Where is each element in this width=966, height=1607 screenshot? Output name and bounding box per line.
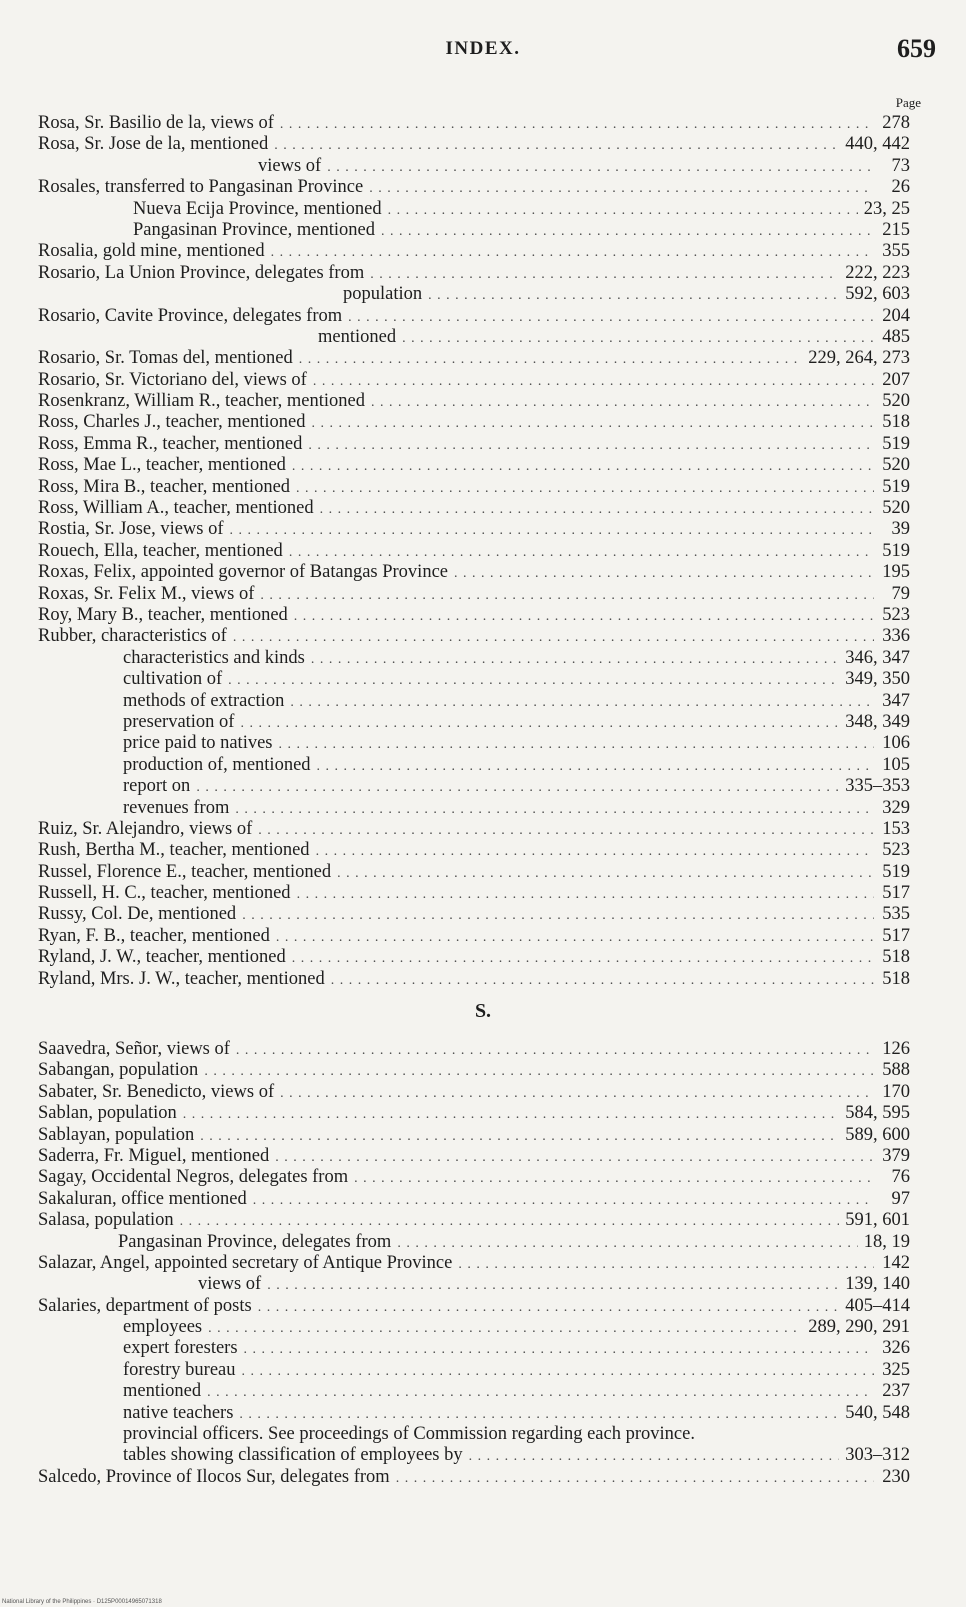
dot-leader [299,349,802,370]
index-entry [38,391,928,412]
entry-pages: 105 [882,754,910,775]
index-entry [38,1317,928,1338]
entry-pages: 523 [882,840,910,861]
entry-pages: 518 [882,968,910,989]
entry-text: Rush, Bertha M., teacher, mentioned [38,840,310,861]
page-column-label: Page [895,95,921,110]
dot-leader [292,948,874,969]
entry-pages: 195 [882,562,910,583]
dot-leader [242,1361,875,1382]
dot-leader [469,1446,840,1467]
entry-text: preservation of [123,711,235,732]
entry-pages: 207 [882,369,910,390]
dot-leader [242,905,874,926]
entry-pages: 520 [882,455,910,476]
entry-pages: 349, 350 [845,669,910,690]
index-entry [38,177,928,198]
dot-leader [208,1318,802,1339]
entry-text: Sablan, population [38,1103,177,1124]
index-entry [38,904,928,925]
entry-pages: 215 [882,219,910,240]
entry-pages: 440, 442 [845,134,910,155]
entry-text: Sabangan, population [38,1060,199,1081]
entry-text: Ryan, F. B., teacher, mentioned [38,925,270,946]
dot-leader [279,734,875,755]
entry-text: tables showing classification of employees by [123,1445,463,1466]
dot-leader [337,863,874,884]
dot-leader [260,585,874,606]
entry-pages: 347 [882,690,910,711]
entry-text: Russell, H. C., teacher, mentioned [38,883,291,904]
entry-text: Rosa, Sr. Jose de la, mentioned [38,134,269,155]
index-entry [38,1403,928,1424]
index-entry [38,862,928,883]
dot-leader [289,542,874,563]
dot-leader [207,1382,874,1403]
entry-pages: 535 [882,904,910,925]
entry-pages: 518 [882,412,910,433]
dot-leader [196,777,839,798]
index-entry [38,241,928,262]
index-entry [38,498,928,519]
header-page-number: 659 [897,34,936,63]
entry-text: Saderra, Fr. Miguel, mentioned [38,1145,270,1166]
entry-pages: 170 [882,1081,910,1102]
entry-text: revenues from [123,797,230,818]
entry-pages: 237 [882,1381,910,1402]
index-entry [38,776,928,797]
entry-text: Sakaluran, office mentioned [38,1188,247,1209]
dot-leader [369,178,874,199]
index-entry [38,434,928,455]
entry-pages: 106 [882,733,910,754]
index-entry [38,1167,928,1188]
entry-pages: 79 [891,583,910,604]
dot-leader [316,841,874,862]
entry-text: Rosales, transferred to Pangasinan Province [38,177,364,198]
entry-text: Nueva Ecija Province, mentioned [133,198,382,219]
entry-pages: 336 [882,626,910,647]
entry-pages: 23, 25 [863,198,910,219]
dot-leader [402,328,874,349]
entry-pages: 519 [882,861,910,882]
index-entry [38,455,928,476]
dot-leader [354,1168,874,1189]
entry-pages: 591, 601 [845,1210,910,1231]
entry-text: Ryland, J. W., teacher, mentioned [38,947,286,968]
entry-text: Russel, Florence E., teacher, mentioned [38,861,332,882]
entry-pages: 405–414 [845,1295,910,1316]
entry-pages: 379 [882,1145,910,1166]
index-entry [38,798,928,819]
entry-text: Rosario, Cavite Province, delegates from [38,305,343,326]
entry-text: forestry bureau [123,1359,236,1380]
entry-text: mentioned [123,1381,202,1402]
entry-pages: 355 [882,241,910,262]
index-entry [38,1082,928,1103]
entry-pages: 540, 548 [845,1402,910,1423]
index-entry [38,1210,928,1231]
index-entry [38,1039,928,1060]
entry-pages: 520 [882,391,910,412]
dot-leader [290,692,874,713]
entry-pages: 329 [882,797,910,818]
index-entry [38,969,928,990]
dot-leader [276,927,874,948]
index-entry [38,370,928,391]
index-entry [38,263,928,284]
dot-leader [275,1147,874,1168]
entry-text: Rosario, Sr. Tomas del, mentioned [38,348,293,369]
index-section-s [38,1039,928,1488]
entry-text: native teachers [123,1402,234,1423]
entry-text: Roxas, Felix, appointed governor of Batangas Province [38,562,448,583]
entry-pages: 346, 347 [845,647,910,668]
dot-leader [239,1404,839,1425]
dot-leader [320,499,874,520]
dot-leader [313,371,874,392]
dot-leader [454,563,874,584]
entry-text: population [343,284,423,305]
entry-pages: 289, 290, 291 [808,1317,910,1338]
dot-leader [308,435,874,456]
index-entry [38,220,928,241]
entry-pages: 139, 140 [845,1274,910,1295]
entry-text: Pangasinan Province, mentioned [133,219,375,240]
dot-leader [381,221,874,242]
entry-text: Ruiz, Sr. Alejandro, views of [38,818,253,839]
dot-leader [267,1275,839,1296]
dot-leader [244,1339,874,1360]
entry-text: employees [123,1317,203,1338]
dot-leader [274,135,839,156]
index-entry [38,519,928,540]
dot-leader [280,114,874,135]
entry-pages: 325 [882,1359,910,1380]
dot-leader [180,1211,840,1232]
entry-text: views of [258,155,322,176]
section-s-heading: S. [474,1000,492,1022]
entry-pages: 142 [882,1252,910,1273]
entry-text: Rosario, La Union Province, delegates from [38,262,365,283]
entry-text: Sagay, Occidental Negros, delegates from [38,1167,349,1188]
index-entry [38,327,928,348]
entry-text: Roxas, Sr. Felix M., views of [38,583,255,604]
page-header [0,34,966,68]
entry-pages: 519 [882,433,910,454]
entry-text: Pangasinan Province, delegates from [118,1231,392,1252]
entry-text: Ross, Mira B., teacher, mentioned [38,476,291,497]
index-entry [38,541,928,562]
entry-pages: 588 [882,1060,910,1081]
footer-note: National Library of the Philippines · D125P00014965071318 [2,1599,162,1605]
entry-pages: 204 [882,305,910,326]
dot-leader [397,1233,857,1254]
dot-leader [311,649,839,670]
entry-text: Ryland, Mrs. J. W., teacher, mentioned [38,968,325,989]
entry-text: Sablayan, population [38,1124,195,1145]
entry-text: Ross, Emma R., teacher, mentioned [38,433,303,454]
dot-leader [311,413,874,434]
entry-text: Rosario, Sr. Victoriano del, views of [38,369,307,390]
entry-text: Salasa, population [38,1210,174,1231]
entry-pages: 335–353 [845,776,910,797]
entry-text: Ross, Charles J., teacher, mentioned [38,412,306,433]
entry-pages: 278 [882,113,910,133]
entry-text: production of, mentioned [123,754,311,775]
index-entry [38,691,928,712]
entry-text: Ross, Mae L., teacher, mentioned [38,455,286,476]
index-entry [38,477,928,498]
index-entry [38,1274,928,1295]
entry-text: views of [198,1274,262,1295]
index-entry [38,562,928,583]
entry-pages: 589, 600 [845,1124,910,1145]
dot-leader [271,242,874,263]
index-entry [38,648,928,669]
entry-pages: 126 [882,1039,910,1059]
entry-text: characteristics and kinds [123,647,305,668]
index-entry [38,306,928,327]
index-entry [38,755,928,776]
index-entry [38,284,928,305]
index-entry [38,1360,928,1381]
entry-pages: 519 [882,476,910,497]
entry-text: report on [123,776,191,797]
entry-pages: 518 [882,947,910,968]
entry-pages: 523 [882,604,910,625]
entry-text: Rosenkranz, William R., teacher, mentioned [38,391,365,412]
entry-pages: 18, 19 [863,1231,910,1252]
dot-leader [240,713,839,734]
dot-leader [292,456,874,477]
entry-text: Rouech, Ella, teacher, mentioned [38,540,283,561]
entry-pages: 584, 595 [845,1103,910,1124]
index-entry [38,883,928,904]
index-entry [38,926,928,947]
index-entry [38,947,928,968]
index-entry [38,1253,928,1274]
index-entry [38,669,928,690]
index-entry [38,113,928,134]
dot-leader [297,884,874,905]
entry-text: mentioned [318,326,397,347]
dot-leader [204,1061,874,1082]
index-entry [38,348,928,369]
dot-leader [388,200,858,221]
entry-text: Salazar, Angel, appointed secretary of Antique Province [38,1252,453,1273]
entry-text: Rosa, Sr. Basilio de la, views of [38,113,274,133]
index-entry [38,1338,928,1359]
entry-text: Rosalia, gold mine, mentioned [38,241,265,262]
entry-pages: 517 [882,925,910,946]
entry-text: Ross, William A., teacher, mentioned [38,498,314,519]
index-entry [38,134,928,155]
index-entry [38,1445,928,1466]
entry-pages: 592, 603 [845,284,910,305]
entry-pages: 73 [891,155,910,176]
index-entry [38,1467,928,1488]
index-entry [38,584,928,605]
dot-leader [236,1040,874,1061]
index-entry [38,1232,928,1253]
entry-text: price paid to natives [123,733,273,754]
entry-pages: 39 [891,519,910,540]
index-entry [38,819,928,840]
dot-leader [200,1126,839,1147]
entry-pages: 520 [882,498,910,519]
header-title: INDEX. [445,38,521,59]
index-entry [38,605,928,626]
dot-leader [317,756,874,777]
entry-pages: 230 [882,1466,910,1487]
index-entry [38,733,928,754]
dot-leader [371,392,874,413]
index-section-r [38,113,928,990]
index-entry [38,626,928,647]
index-entry [38,1060,928,1081]
entry-pages: 153 [882,818,910,839]
dot-leader [458,1254,874,1275]
dot-leader [327,157,874,178]
entry-text: Roy, Mary B., teacher, mentioned [38,604,288,625]
entry-text: Rostia, Sr. Jose, views of [38,519,224,540]
entry-text: Sabater, Sr. Benedicto, views of [38,1081,275,1102]
entry-text: Russy, Col. De, mentioned [38,904,237,925]
dot-leader [370,264,839,285]
entry-pages: 229, 264, 273 [808,348,910,369]
index-entry [38,1296,928,1317]
index-entry [38,1103,928,1124]
dot-leader [331,970,874,991]
entry-text: expert foresters [123,1338,238,1359]
entry-pages: 519 [882,540,910,561]
entry-pages: 222, 223 [845,262,910,283]
dot-leader [294,606,874,627]
dot-leader [228,670,839,691]
index-entry [38,712,928,733]
entry-pages: 326 [882,1338,910,1359]
index-entry [38,1146,928,1167]
index-entry [38,1125,928,1146]
entry-text: cultivation of [123,669,223,690]
dot-leader [258,820,874,841]
dot-leader [253,1190,874,1211]
entry-pages: 76 [891,1167,910,1188]
entry-pages: 26 [891,177,910,198]
index-entry [38,1424,928,1445]
dot-leader [396,1468,874,1489]
entry-text: Saavedra, Señor, views of [38,1039,230,1059]
index-entry [38,840,928,861]
index-entry [38,199,928,220]
entry-pages: 485 [882,326,910,347]
entry-text: Salcedo, Province of Ilocos Sur, delegates from [38,1466,390,1487]
entry-pages: 97 [891,1188,910,1209]
dot-leader [230,520,874,541]
entry-text: methods of extraction [123,690,285,711]
dot-leader [428,285,839,306]
index-entry [38,412,928,433]
dot-leader [258,1297,840,1318]
entry-text: Rubber, characteristics of [38,626,227,647]
entry-pages: 348, 349 [845,711,910,732]
dot-leader [235,799,874,820]
dot-leader [233,627,874,648]
dot-leader [348,307,874,328]
entry-pages: 517 [882,883,910,904]
dot-leader [183,1104,840,1125]
entry-text: provincial officers. See proceedings of Commission regarding each province. [123,1424,695,1445]
index-entry [38,156,928,177]
entry-pages: 303–312 [845,1445,910,1466]
index-entry [38,1189,928,1210]
entry-text: Salaries, department of posts [38,1295,252,1316]
dot-leader [296,478,874,499]
index-entry [38,1381,928,1402]
dot-leader [280,1083,874,1104]
